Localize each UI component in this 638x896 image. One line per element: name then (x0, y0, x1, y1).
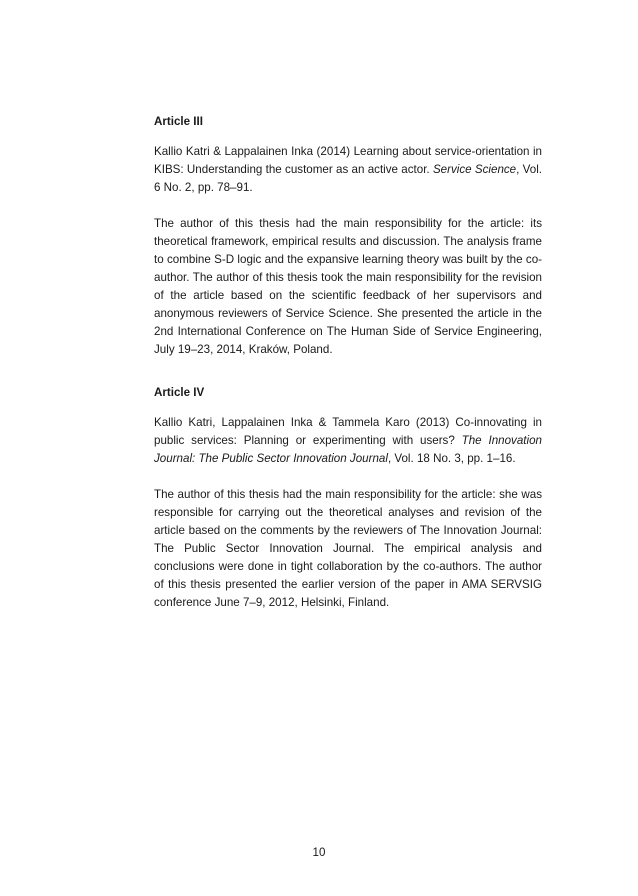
article-iii-citation (154, 143, 542, 197)
article-iv-citation-details: , Vol. 18 No. 3, pp. 1–16. (387, 452, 516, 465)
article-iv-citation-text: Kallio Katri, Lappalainen Inka & Tammela Karo (2013) Co-innovating in public services: Planning or experimenting with users? (154, 416, 542, 447)
article-iv-citation (154, 414, 542, 468)
article-iv-description: The author of this thesis had the main responsibility for the article: she was responsible for carrying out the theoretical analyses and revision of the article based on the comments by the reviewers of The Innovation Journal: The Public Sector Innovation Journal. The empirical analysis and conclusions were done in tight collaboration by the co-authors. The author of this thesis presented the earlier version of the paper in AMA SERVSIG conference June 7–9, 2012, Helsinki, Finland. (154, 488, 542, 609)
article-iii-heading: Article III (154, 115, 203, 128)
article-iv-journal: The Innovation Journal: The Public Sector Innovation Journal (154, 434, 542, 465)
article-iv-heading: Article IV (154, 386, 205, 399)
article-iii-journal: Service Science (432, 163, 517, 176)
article-iii-citation-details: , Vol. 6 No. 2, pp. 78–91. (154, 163, 542, 194)
page-number: 10 (312, 846, 326, 859)
article-iii-description: The author of this thesis had the main responsibility for the article: its theoretical framework, empirical results and discussion. The analysis frame to combine S-D logic and the expansive learning theory was built by the co-author. The author of this thesis took the main responsibility for the revision of the article based on the scientific feedback of her supervisors and anonymous reviewers of Service Science. She presented the article in the 2nd International Conference on The Human Side of Service Engineering, July 19–23, 2014, Kraków, Poland. (154, 217, 542, 356)
article-iii-citation-text: Kallio Katri & Lappalainen Inka (2014) Learning about service-orientation in KIBS: Understanding the customer as an active actor. (154, 145, 542, 176)
page-content (154, 113, 542, 612)
